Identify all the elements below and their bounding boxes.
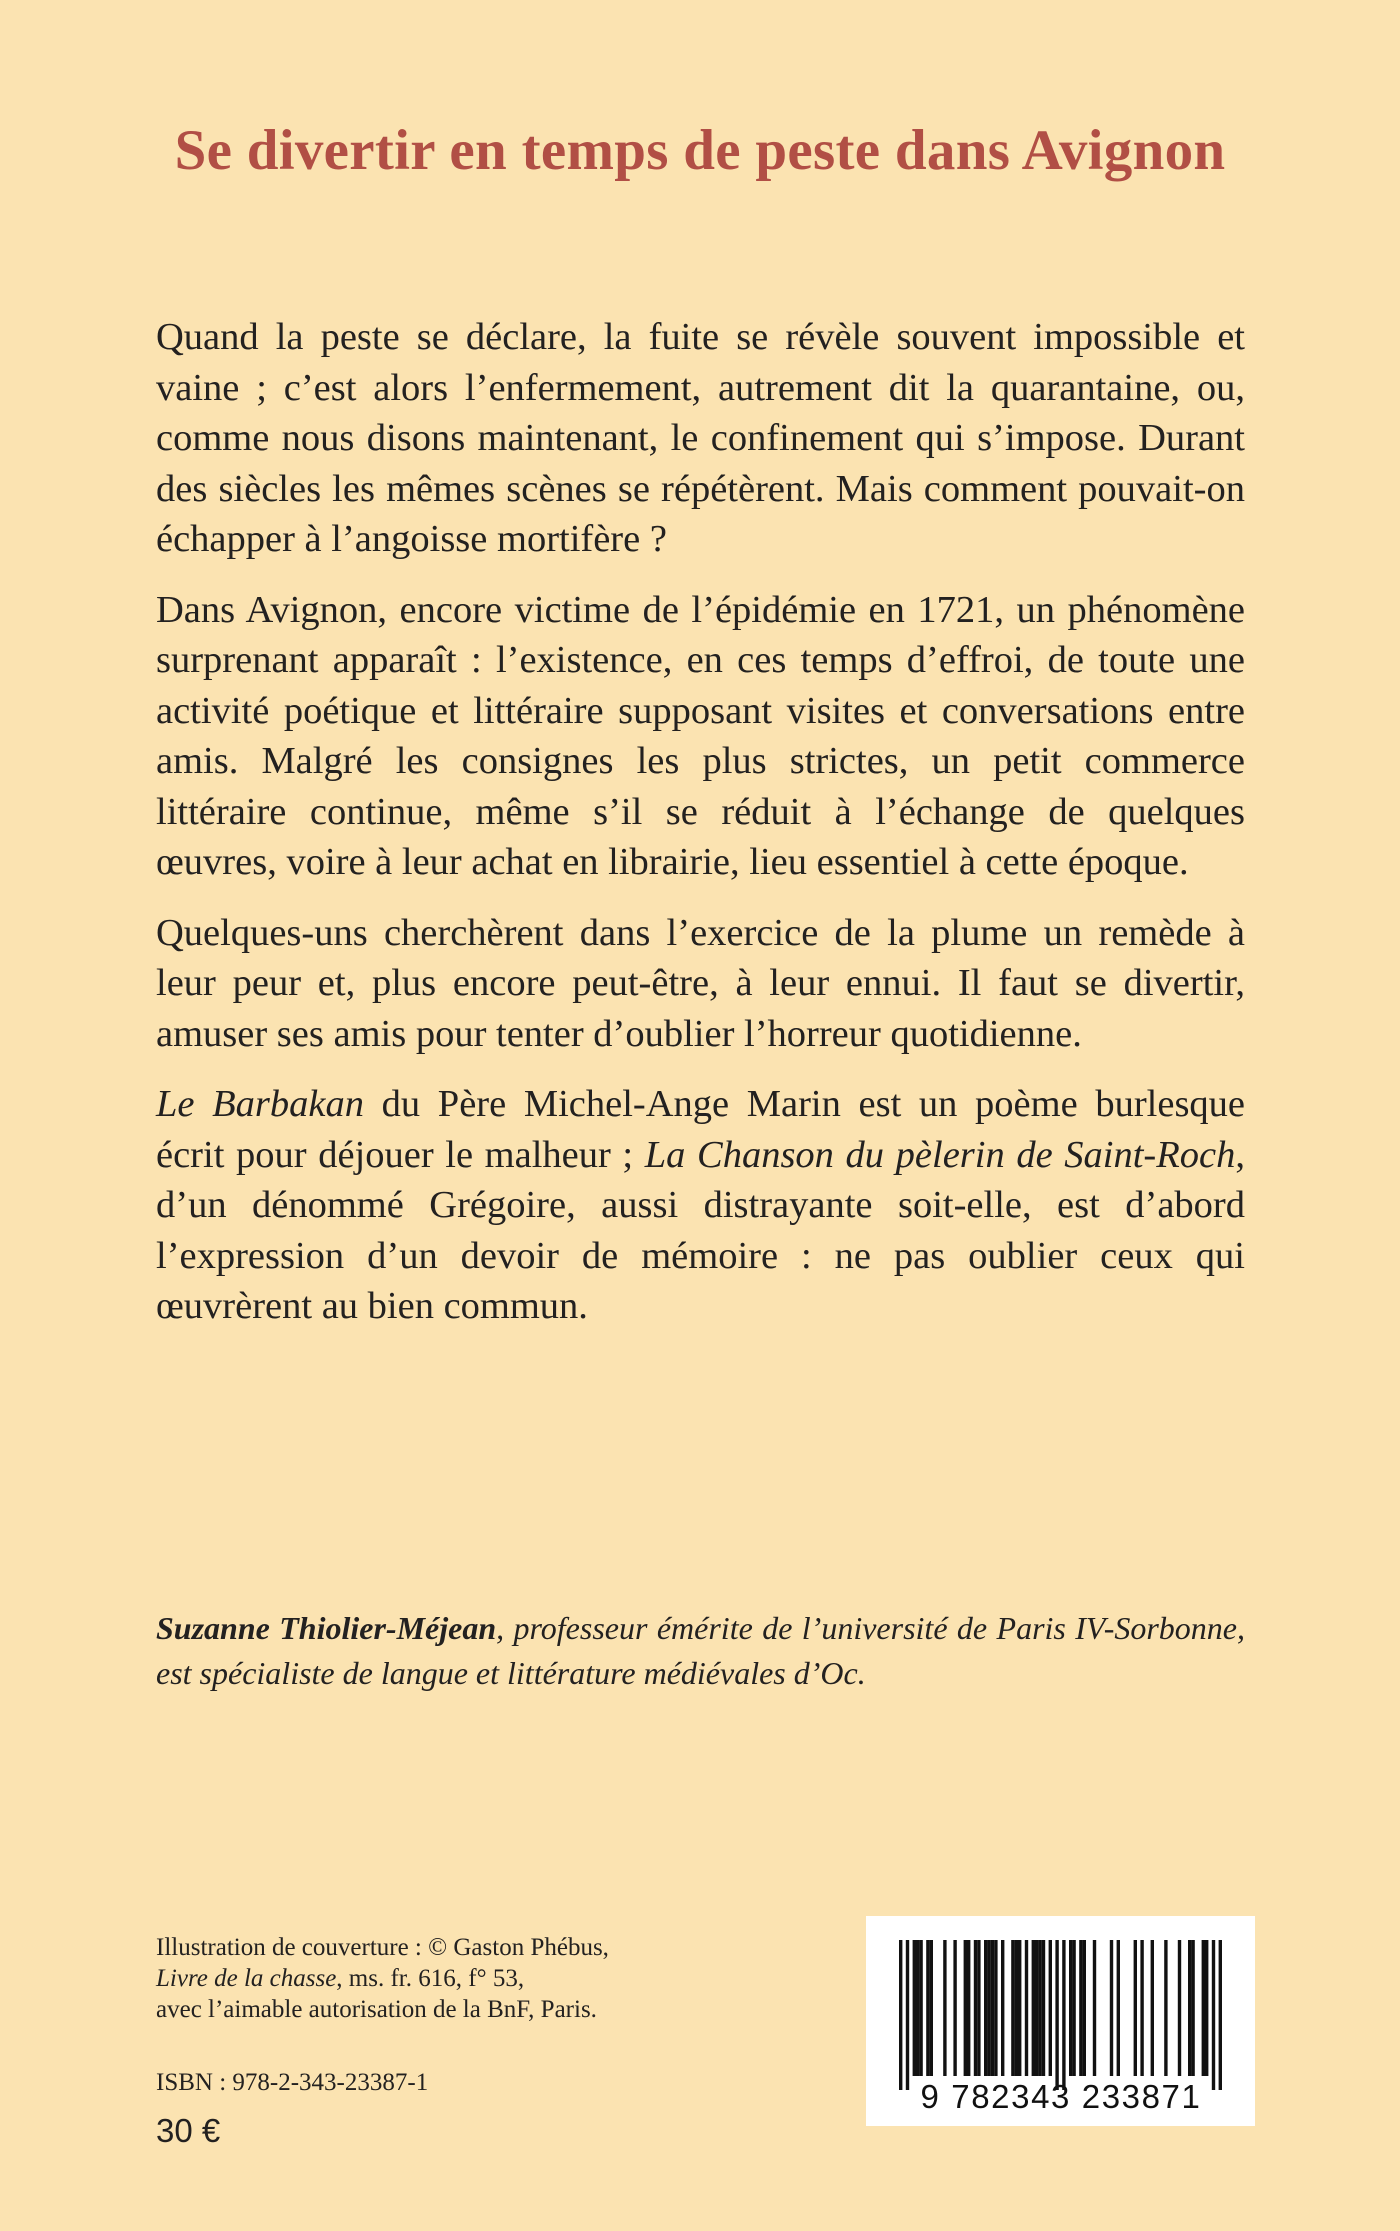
barcode-bar — [919, 1940, 922, 2076]
blurb-p4-text-1: du Père Michel-Ange Marin est un poème burlesque écrit pour déjouer le malheur ; — [156, 1083, 1246, 1176]
barcode-bar — [1140, 1940, 1143, 2076]
barcode-bar — [977, 1940, 980, 2076]
barcode — [866, 1916, 1255, 2126]
barcode-bar — [1049, 1940, 1052, 2076]
author-bio — [156, 1606, 1245, 1696]
illustration-credits — [156, 1932, 716, 2025]
credits-line-3: avec l’aimable autorisation de la BnF, Paris. — [156, 1996, 597, 2023]
barcode-bar — [1069, 1940, 1072, 2076]
barcode-bar — [1134, 1940, 1137, 2076]
barcode-bar — [994, 1940, 997, 2076]
barcode-bar — [1062, 1940, 1065, 2090]
barcode-bar — [1055, 1940, 1058, 2090]
blurb-paragraph-4 — [156, 1079, 1245, 1332]
blurb-text — [156, 312, 1245, 1352]
barcode-bar — [1032, 1940, 1035, 2076]
barcode-bar — [1015, 1940, 1018, 2076]
barcode-bar — [926, 1940, 929, 2076]
work-title-barbakan: Le Barbakan — [156, 1083, 364, 1125]
barcode-bar — [1035, 1940, 1038, 2076]
barcode-bar — [943, 1940, 946, 2076]
barcode-bar — [1072, 1940, 1075, 2076]
barcode-bar — [1151, 1940, 1154, 2076]
barcode-bar — [1212, 1940, 1215, 2090]
barcode-bar — [967, 1940, 970, 2076]
barcode-bar — [1191, 1940, 1194, 2076]
barcode-bar — [1205, 1940, 1208, 2076]
barcode-bar — [1093, 1940, 1096, 2076]
author-description: , professeur émérite de l’université de Paris IV-Sorbonne, est spécialiste de langue et littérature médiévales d’Oc. — [156, 1610, 1246, 1691]
barcode-bar — [1011, 1940, 1014, 2076]
credits-book-title: Livre de la chasse — [156, 1965, 337, 1992]
isbn-text: ISBN : 978-2-343-23387-1 — [156, 2069, 429, 2096]
barcode-bar — [984, 1940, 987, 2076]
barcode-bar — [974, 1940, 977, 2076]
barcode-bar — [899, 1940, 902, 2090]
barcode-bar — [1188, 1940, 1191, 2076]
barcode-bar — [1110, 1940, 1113, 2076]
barcode-bar — [953, 1940, 956, 2076]
barcode-bar — [1018, 1940, 1021, 2076]
blurb-paragraph-3: Quelques-uns cherchèrent dans l’exercice de la plume un remède à leur peur et, plus encore peut-être, à leur ennui. Il faut se divertir, amuser ses amis pour tenter d’oublier l’horreur quotidienne. — [156, 911, 1245, 1055]
barcode-bar — [1042, 1940, 1045, 2076]
credits-line-2-rest: , ms. fr. 616, f° 53, — [336, 1965, 525, 1992]
work-title-chanson: La Chanson du pèlerin de Saint-Roch — [644, 1133, 1236, 1176]
credits-line-2 — [156, 1963, 716, 1994]
barcode-bar — [964, 1940, 967, 2076]
barcode-bar — [916, 1940, 919, 2076]
blurb-paragraph-2: Dans Avignon, encore victime de l’épidémie en 1721, un phénomène surprenant apparaît : l’existence, en ces temps d’effroi, de toute une activité poétique et littéraire supposant visites et conversations entre amis. Malgré les consignes les plus strictes, un petit commerce littéraire continue, même s’il se réduit à l’échange de quelques œuvres, voire à leur achat en librairie, lieu essentiel à cette époque. — [156, 588, 1245, 883]
book-title: Se divertir en temps de peste dans Avignon — [174, 119, 1226, 182]
barcode-bar — [1117, 1940, 1120, 2076]
barcode-digits: 9 782343 233871 — [920, 2078, 1202, 2115]
barcode-bar — [1083, 1940, 1086, 2076]
barcode-bar — [1202, 1940, 1205, 2076]
barcode-bar — [930, 1940, 933, 2076]
barcode-bar — [1178, 1940, 1181, 2076]
blurb-p4-text-2: , d’un dénommé Grégoire, aussi distrayante soit-elle, est d’abord l’expression d’un devoir de mémoire : ne pas oublier ceux qui œuvrèrent au bien commun. — [156, 1133, 1245, 1327]
barcode-bar — [913, 1940, 916, 2076]
blurb-paragraph-1: Quand la peste se déclare, la fuite se révèle souvent impossible et vaine ; c’est alors l’enfermement, autrement dit la quarantaine, ou, comme nous disons maintenant, le confinement qui s’impose. Durant des siècles les mêmes scènes se répétèrent. Mais comment pouvait-on échapper à l’angoisse mortifère ? — [156, 316, 1245, 560]
barcode-bar — [1001, 1940, 1004, 2076]
barcode-bar — [1219, 1940, 1222, 2090]
credits-line-1: Illustration de couverture : © Gaston Phébus, — [156, 1934, 609, 1961]
barcode-bar — [1025, 1940, 1028, 2076]
price-text: 30 € — [156, 2112, 221, 2149]
barcode-bar — [987, 1940, 990, 2076]
barcode-bar — [1164, 1940, 1167, 2076]
barcode-bar — [1038, 1940, 1041, 2076]
barcode-bar — [906, 1940, 909, 2090]
author-name: Suzanne Thiolier-Méjean — [156, 1610, 497, 1646]
barcode-bar — [1079, 1940, 1082, 2076]
barcode-bar — [991, 1940, 994, 2076]
